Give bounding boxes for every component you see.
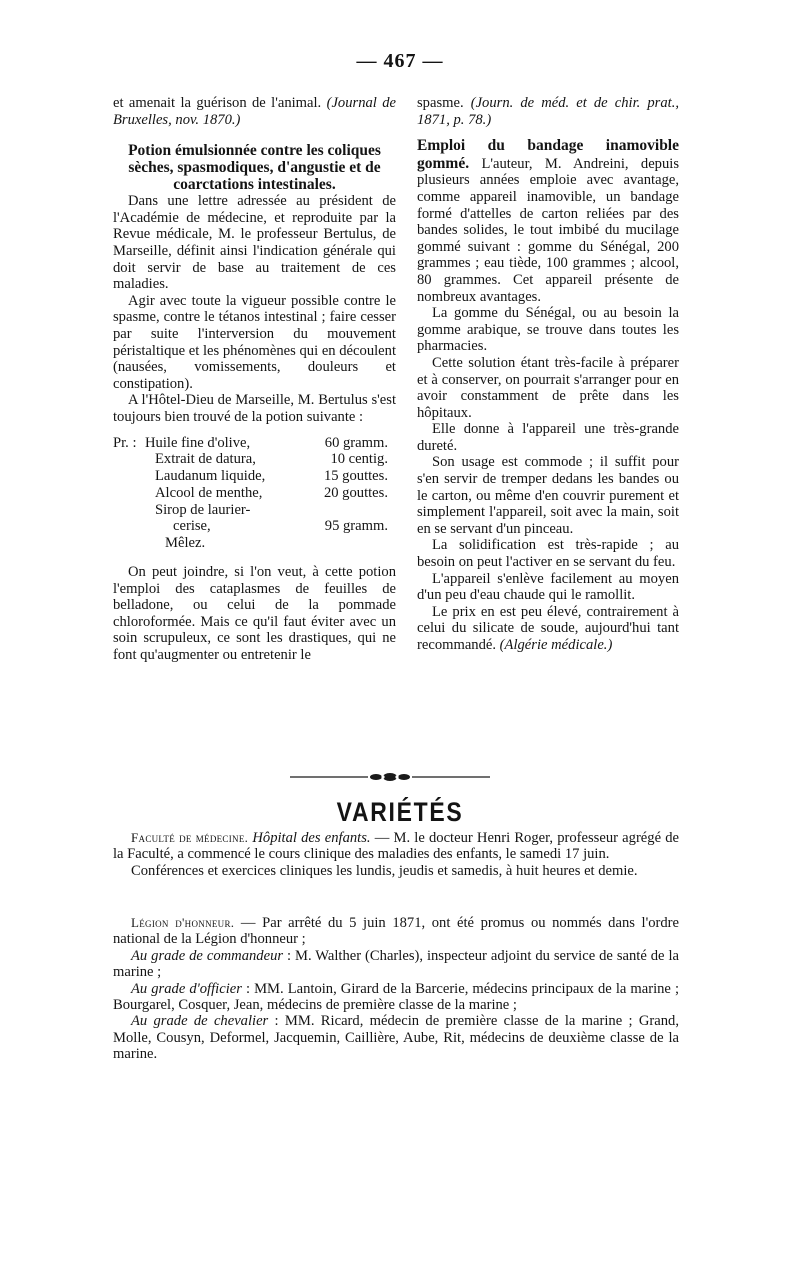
recipe-quantity: 20 gouttes. [323, 484, 388, 501]
right-column [417, 95, 679, 654]
recipe-row [113, 502, 396, 519]
recipe-label: Pr. : [113, 434, 137, 451]
legion-text: — Par arrêté du 5 juin 1871, ont été promus ou nommés dans l'ordre national de la Légion d'honneur ; [113, 915, 680, 948]
paragraph-last [417, 604, 679, 654]
recipe-label [113, 535, 145, 552]
recipe-label [113, 485, 145, 502]
faculte-block [113, 830, 679, 879]
paragraph: Agir avec toute la vigueur possible contre le spasme, contre le tétanos intestinal ; faire cesser par suite l'interversion du mouvement péristaltique et les phénomènes qui en découlent (nausées, vomissements, douleurs et constipation). [113, 292, 396, 392]
recipe-quantity [302, 502, 396, 519]
grade-text: : MM. Ricard, médecin de première classe de la marine ; Grand, Molle, Cousyn, Deformel, Jacquemin, Caillière, Aube, Rit, médecins de deuxième classe de la marine. [113, 1013, 679, 1063]
paragraph-text: Le prix en est peu élevé, contrairement à celui du silicate de soude, aujourd'hui tant recommandé. [417, 603, 679, 653]
recipe-ingredient: Laudanum liquide, [155, 468, 266, 485]
paragraph: La solidification est très-rapide ; au besoin on peut l'activer en se servant du feu. [417, 537, 679, 571]
grade-text: : M. Walther (Charles), inspecteur adjoint du service de santé de la marine ; [113, 947, 679, 981]
faculte-paragraph-2: Conférences et exercices cliniques les lundis, jeudis et samedis, à huit heures et demie. [131, 862, 638, 879]
left-continuation-text: et amenait la guérison de l'animal. [113, 95, 322, 111]
recipe-label [113, 518, 145, 535]
paragraph: A l'Hôtel-Dieu de Marseille, M. Bertulus s'est toujours bien trouvé de la potion suivante : [113, 392, 396, 425]
page-number: — 467 — [356, 50, 444, 72]
recipe-ingredient: Huile fine d'olive, [145, 434, 251, 451]
recipe-ingredient: Alcool de menthe, [155, 484, 263, 501]
recipe-ingredient: Extrait de datura, [155, 451, 256, 468]
article-heading-bandage: Emploi du bandage inamovible gommé. [417, 137, 679, 172]
right-source-citation: (Journ. de méd. et de chir. prat., 1871, p. 78.) [417, 95, 679, 128]
recipe-row [113, 435, 396, 452]
article-bandage [417, 137, 679, 305]
left-continuation [113, 95, 396, 128]
section-title: VARIÉTÉS [336, 797, 464, 827]
legion-paragraph [113, 915, 679, 948]
grade-label: Au grade de chevalier [131, 1013, 269, 1030]
paragraph: Dans une lettre adressée au président de l'Académie de médecine, et reproduite par la Revue médicale, M. le professeur Bertulus, de Marseille, définit ainsi l'indication générale qui doit servir de base au traitement de ces maladies. [113, 193, 396, 293]
recipe-row [113, 468, 396, 485]
recipe-quantity: 60 gramm. [324, 434, 388, 451]
ornamental-divider [290, 771, 490, 783]
recipe-quantity: 10 centig. [330, 451, 388, 468]
recipe-table [113, 435, 396, 553]
recipe-quantity: 15 gouttes. [323, 468, 388, 485]
left-source-citation: (Journal de Bruxelles, nov. 1870.) [113, 95, 396, 128]
grade-text: : MM. Lantoin, Girard de la Barcerie, médecins principaux de la marine ; Bourgarel, Cosquer, Jean, médecins de première classe de la marine ; [113, 980, 680, 1014]
right-continuation [417, 95, 679, 128]
recipe-row [113, 451, 396, 468]
recipe-label [113, 451, 145, 468]
legion-block [113, 915, 679, 1063]
paragraph: On peut joindre, si l'on veut, à cette potion l'emploi des cataplasmes de feuilles de belladone, ou celui de la pommade chloroformée. Mais ce qu'il faut éviter avec un soin scrupuleux, ce sont les drastiques, qui ne font qu'augmenter ou entretenir le [113, 564, 396, 664]
recipe-row [113, 518, 396, 535]
legion-commandeur [113, 948, 679, 981]
legion-officier [113, 981, 679, 1014]
legion-chevalier [113, 1013, 679, 1062]
paragraph: Cette solution étant très-facile à préparer et à conserver, on pourrait s'arranger pour en avoir constamment de prête dans les hôpitaux. [417, 354, 679, 421]
paragraph: Elle donne à l'appareil une très-grande dureté. [417, 421, 679, 454]
faculte-label: Faculté de médecine. [131, 830, 249, 845]
paragraph: L'appareil s'enlève facilement au moyen d'un peu d'eau chaude qui le ramollit. [417, 570, 679, 604]
paragraph: L'auteur, M. Andreini, depuis plusieurs années emploie avec avantage, comme appareil inamovible, un bandage formé d'attelles de carton reliées par des bandes solides, le tout imbibé du mucilage gommé suivant : gomme du Sénégal, 200 grammes ; eau tiède, 100 grammes ; alcool, 80 grammes. Cet appareil présente de nombreux avantages. [417, 155, 679, 305]
faculte-paragraph [113, 830, 679, 863]
article-heading-potion: Potion émulsionnée contre les coliques sèches, spasmodiques, d'angustie et de coarctations intestinales. [128, 142, 381, 194]
right-source-citation-2: (Algérie médicale.) [499, 637, 613, 653]
recipe-ingredient: Mêlez. [165, 535, 206, 552]
faculte-text: — M. le docteur Henri Roger, professeur agrégé de la Faculté, a commencé le cours clinique des maladies des enfants, le samedi 17 juin. [113, 830, 679, 863]
paragraph: Son usage est commode ; il suffit pour s'en servir de tremper dedans les bandes ou le carton, ou même d'en couvrir purement et simplement l'appareil, soit avec la main, soit en se servant d'un pinceau. [417, 454, 679, 537]
recipe-row [113, 535, 396, 552]
recipe-label [113, 468, 145, 485]
recipe-ingredient: cerise, [173, 518, 211, 535]
grade-label: Au grade d'officier [131, 980, 242, 997]
left-column [113, 95, 396, 664]
recipe-quantity [302, 535, 396, 552]
recipe-label [113, 502, 145, 519]
recipe-ingredient: Sirop de laurier- [155, 501, 251, 518]
recipe-row [113, 485, 396, 502]
right-continuation-text: spasme. [417, 95, 464, 111]
legion-label: Légion d'honneur. [131, 915, 235, 930]
recipe-quantity: 95 gramm. [324, 518, 388, 535]
faculte-title: Hôpital des enfants. [252, 830, 371, 846]
grade-label: Au grade de commandeur [131, 947, 284, 964]
paragraph: La gomme du Sénégal, ou au besoin la gomme arabique, se trouve dans toutes les pharmacies. [417, 305, 679, 355]
